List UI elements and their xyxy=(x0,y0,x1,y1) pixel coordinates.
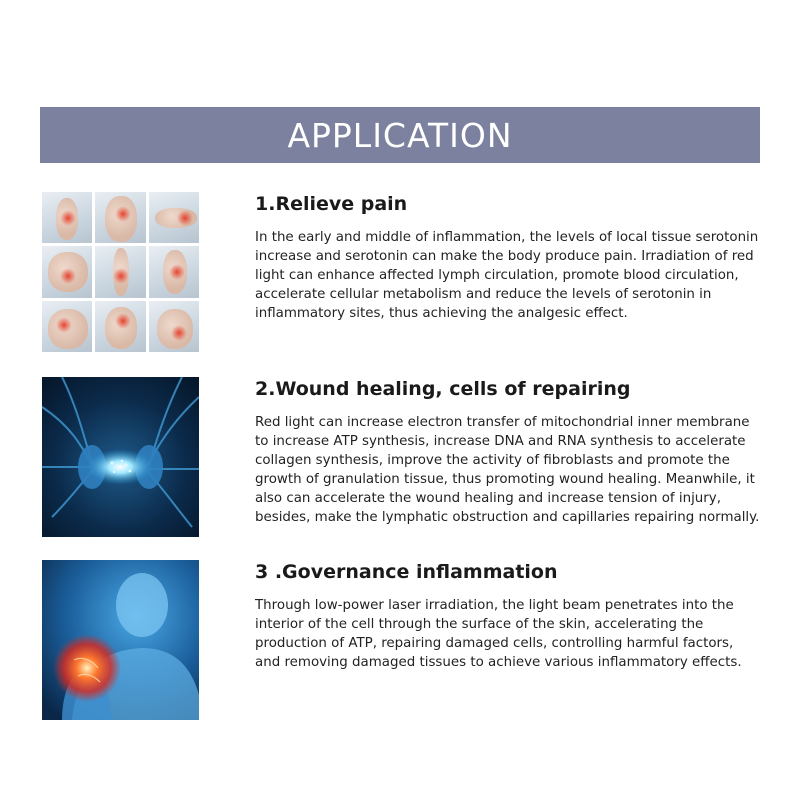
section-body: Through low-power laser irradiation, the light beam penetrates into the interior of the cell through the surface of the skin, accelerating the production of ATP, repairing damaged cells, controlling harmful factors, and removing damaged tissues to achieve various inflammatory effects. xyxy=(255,598,742,670)
photo-chest-pain xyxy=(95,192,145,243)
section-title: 2.Wound healing, cells of repairing xyxy=(255,378,631,400)
neuron-synapse-image xyxy=(42,377,199,537)
section-governance-inflammation xyxy=(40,560,760,720)
photo-back-pain xyxy=(42,246,92,297)
photo-shoulder-pain xyxy=(42,301,92,352)
photo-hand-pain xyxy=(149,192,199,243)
inflamed-shoulder-image xyxy=(42,560,199,720)
photo-elbow-pain xyxy=(95,246,145,297)
application-banner xyxy=(40,107,760,163)
section-relieve-pain xyxy=(40,192,760,352)
section-body: In the early and middle of inflammation, the levels of local tissue serotonin increase and serotonin can make the body produce pain. Irradiation of red light can enhance affected lymph circulation, promote blood circulation, accelerate cellular metabolism and reduce the levels of serotonin in inflammatory sites, thus achieving the analgesic effect. xyxy=(255,230,759,321)
shoulder-illustration xyxy=(42,560,199,720)
section-body: Red light can increase electron transfer of mitochondrial inner membrane to increase ATP synthesis, increase DNA and RNA synthesis to accelerate collagen synthesis, improve the activity of fibroblasts and promote the growth of granulation tissue, thus promoting wound healing. Meanwhile, it also can accelerate the wound healing and increase tension of injury, besides, make the lymphatic obstruction and capillaries repairing normally. xyxy=(255,415,760,525)
photo-knee-pain xyxy=(149,246,199,297)
page-title: APPLICATION xyxy=(287,115,513,155)
section-wound-healing xyxy=(40,377,760,537)
photo-neck-pain xyxy=(95,301,145,352)
neuron-illustration xyxy=(42,377,199,537)
photo-lower-back-pain xyxy=(149,301,199,352)
photo-wrist-pain xyxy=(42,192,92,243)
section-title: 1.Relieve pain xyxy=(255,193,408,215)
section-title: 3 .Governance inflammation xyxy=(255,561,558,583)
pain-areas-collage-image xyxy=(42,192,199,352)
